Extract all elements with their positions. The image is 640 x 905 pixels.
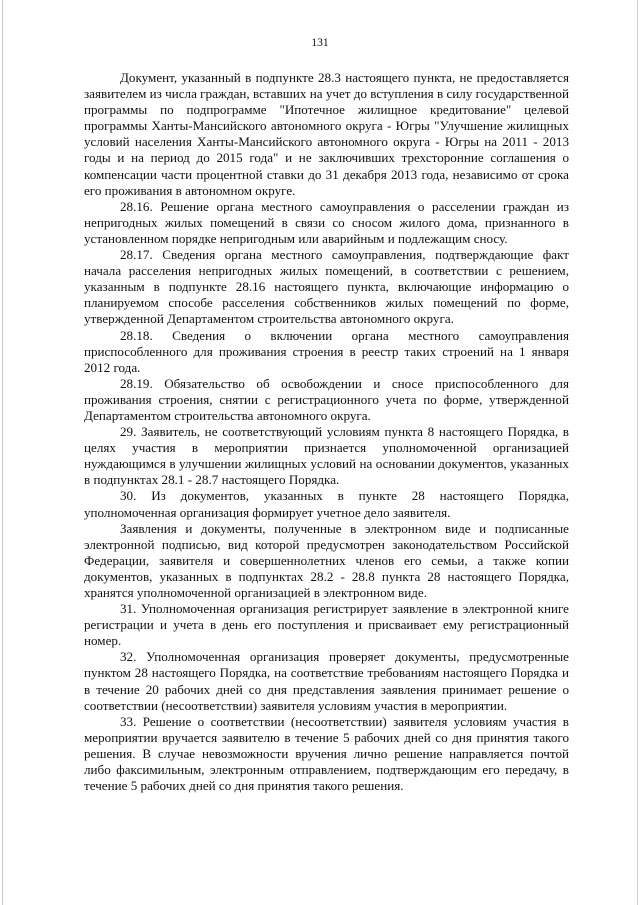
paragraph-30: 30. Из документов, указанных в пункте 28 настоящего Порядка, уполномоченная организация формирует учетное дело заявителя. — [84, 488, 569, 520]
paragraph-electronic-documents: Заявления и документы, полученные в электронном виде и подписанные электронной подписью, вид которой предусмотрен законодательством Российской Федерации, заявителя и совершеннолетних членов его семьи, а также копии документов, указанных в подпунктах 28.2 - 28.8 пункта 28 настоящего Порядка, хранятся уполномоченной организацией в электронном виде. — [84, 520, 569, 600]
document-body — [84, 70, 569, 794]
paragraph-33: 33. Решение о соответствии (несоответствии) заявителя условиям участия в мероприятии вручается заявителю в течение 5 рабочих дней со дня принятия такого решения. В случае невозможности вручения лично решение направляется почтой либо факсимильным, электронным отправлением, подтверждающим его передачу, в течение 5 рабочих дней со дня принятия такого решения. — [84, 713, 569, 794]
paragraph-32: 32. Уполномоченная организация проверяет документы, предусмотренные пунктом 28 настоящего Порядка, на соответствие требованиям настоящего Порядка и в течение 20 рабочих дней со дня представления заявления принимает решение о соответствии (несоответствии) заявителя условиям участия в мероприятии. — [84, 649, 569, 713]
paragraph-28-17: 28.17. Сведения органа местного самоуправления, подтверждающие факт начала расселения непригодных жилых помещений, в соответствии с решением, указанным в подпункте 28.16 настоящего пункта, включающие информацию о планируемом способе расселения собственников жилых помещений по форме, утвержденной Департаментом строительства автономного округа. — [84, 247, 569, 327]
page-number: 131 — [311, 37, 329, 49]
paragraph-31: 31. Уполномоченная организация регистрирует заявление в электронной книге регистрации и учета в день его поступления и присваивает ему регистрационный номер. — [84, 601, 569, 649]
scan-edge-left — [2, 0, 3, 905]
paragraph-29: 29. Заявитель, не соответствующий условиям пункта 8 настоящего Порядка, в целях участия в мероприятии признается уполномоченной организацией нуждающимся в улучшении жилищных условий на основании документов, указанных в подпунктах 28.1 - 28.7 настоящего Порядка. — [84, 424, 569, 488]
paragraph-28-16: 28.16. Решение органа местного самоуправления о расселении граждан из непригодных жилых помещений в связи со сносом жилого дома, признанного в установленном порядке непригодным или аварийным и подлежащим сносу. — [84, 198, 569, 246]
paragraph-document-exemption: Документ, указанный в подпункте 28.3 настоящего пункта, не предоставляется заявителем из числа граждан, вставших на учет до вступления в силу государственной программы по подпрограмме "Ипотечное жилищное кредитование" целевой программы Ханты-Мансийского автономного округа - Югры "Улучшение жилищных условий населения Ханты-Мансийского автономного округа - Югры на 2011 - 2013 годы и на период до 2015 года" и не заключивших трехсторонние соглашения о компенсации части процентной ставки до 31 декабря 2013 года, независимо от срока его проживания в автономном округе. — [84, 70, 569, 198]
paragraph-28-18: 28.18. Сведения о включении органа местного самоуправления приспособленного для проживания строения в реестр таких строений на 1 января 2012 года. — [84, 327, 569, 375]
paragraph-28-19: 28.19. Обязательство об освобождении и сносе приспособленного для проживания строения, снятии с регистрационного учета по форме, утвержденной Департаментом строительства автономного округа. — [84, 375, 569, 423]
scan-edge-right — [637, 0, 638, 905]
